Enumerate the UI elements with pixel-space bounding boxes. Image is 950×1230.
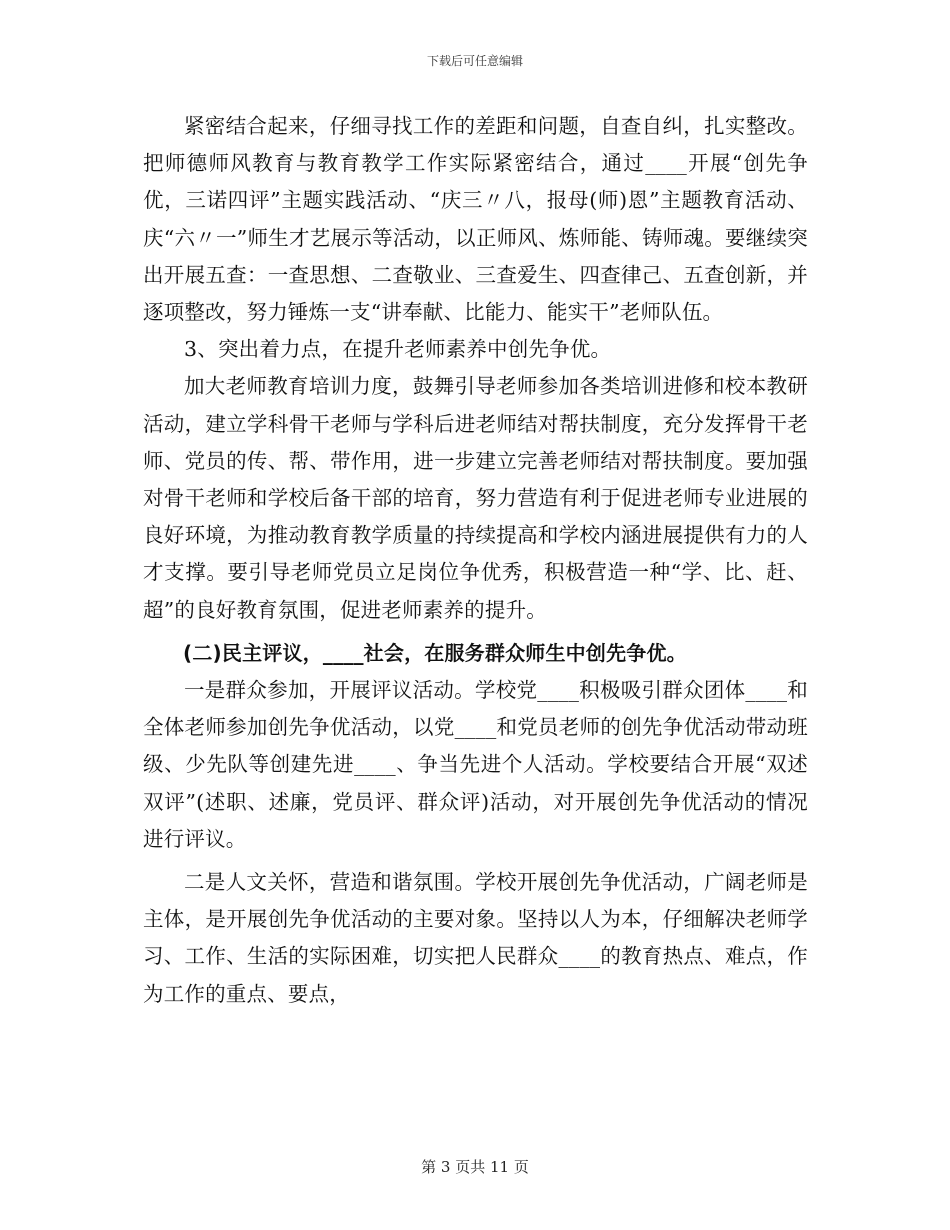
section-heading-2: (二)民主评议，____社会，在服务群众师生中创先争优。 [183, 640, 687, 665]
paragraph-3: 一是群众参加，开展评议活动。学校党____积极吸引群众团体____和全体老师参加创先争优活动，以党____和党员老师的创先争优活动带动班级、少先队等创建先进____、争当先进个人活动。学校要结合开展“双述双评”(述职、述廉，党员评、群众评)活动，对开展创先争优活动的情况进行评议。 [143, 678, 808, 851]
page-header: 下载后可任意编辑 [426, 54, 523, 68]
paragraph-4: 二是人文关怀，营造和谐氛围。学校开展创先争优活动，广阔老师是主体，是开展创先争优活动的主要对象。坚持以人为本，仔细解决老师学习、工作、生活的实际困难，切实把人民群众____的教育热点、难点，作为工作的重点、要点， [143, 870, 808, 1006]
paragraph-1: 紧密结合起来，仔细寻找工作的差距和问题，自查自纠，扎实整改。把师德师风教育与教育教学工作实际紧密结合，通过____开展“创先争优，三诺四评”主题实践活动、“庆三〃八，报母(师)恩”主题教育活动、庆“六〃一”师生才艺展示等活动，以正师风、炼师能、铸师魂。要继续突出开展五查：一查思想、二查敬业、三查爱生、四查律己、五查创新，并逐项整改，努力锤炼一支“讲奉献、比能力、能实干”老师队伍。 [143, 114, 808, 325]
section-title-3: 3、突出着力点，在提升老师素养中创先争优。 [184, 337, 612, 362]
page-footer: 第 3 页共 11 页 [421, 1158, 529, 1176]
document-body [143, 108, 808, 1013]
paragraph-2: 加大老师教育培训力度，鼓舞引导老师参加各类培训进修和校本教研活动，建立学科骨干老师与学科后进老师结对帮扶制度，充分发挥骨干老师、党员的传、帮、带作用，进一步建立完善老师结对帮扶制度。要加强对骨干老师和学校后备干部的培育，努力营造有利于促进老师专业进展的良好环境，为推动教育教学质量的持续提高和学校内涵进展提供有力的人才支撑。要引导老师党员立足岗位争优秀，积极营造一种“学、比、赶、超”的良好教育氛围，促进老师素养的提升。 [143, 374, 808, 622]
